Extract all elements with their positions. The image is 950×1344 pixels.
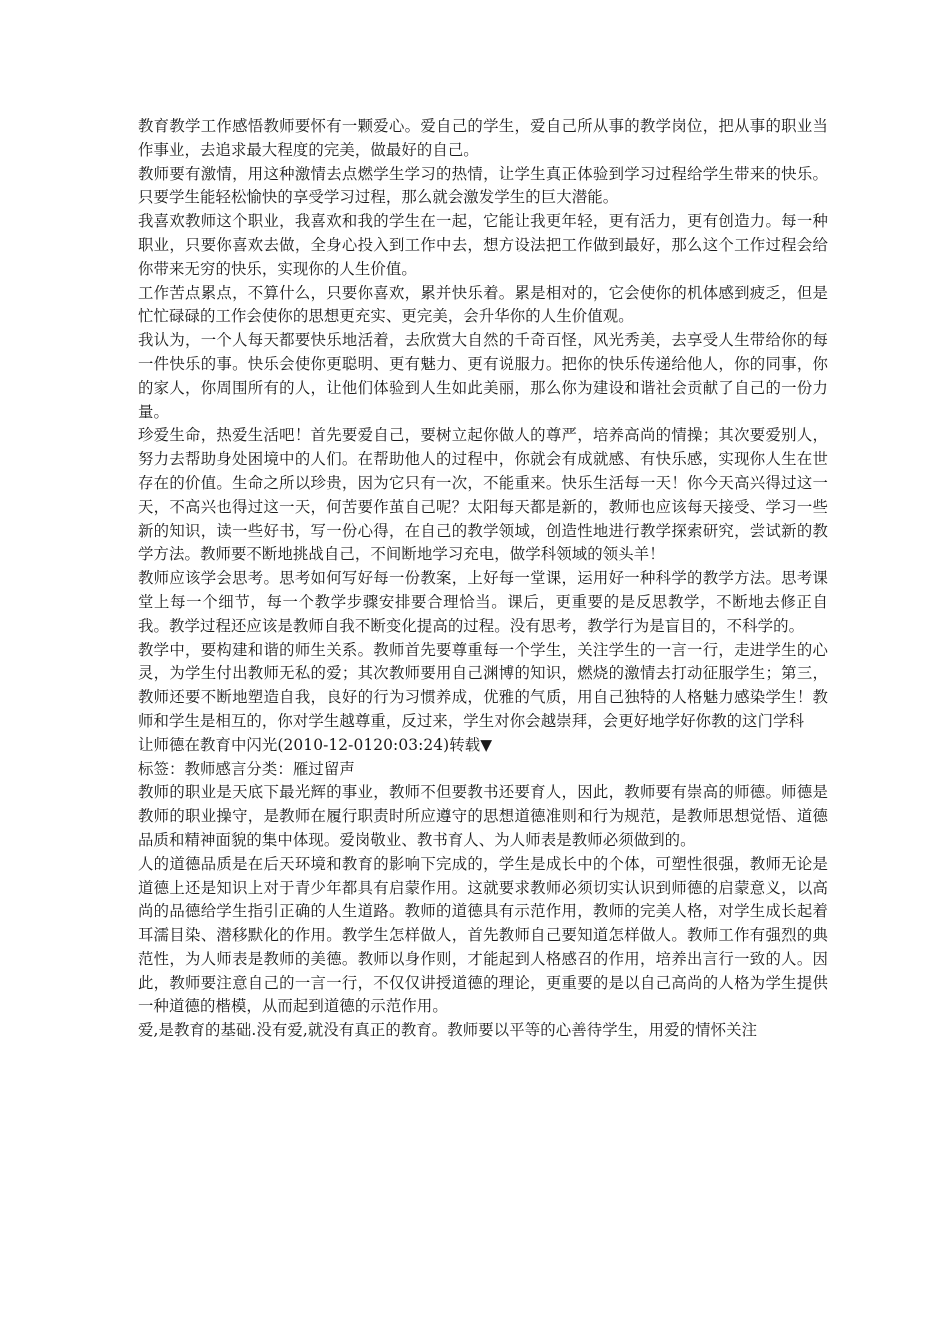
document-page	[138, 115, 828, 1043]
paragraph: 教师应该学会思考。思考如何写好每一份教案，上好每一堂课，运用好一种科学的教学方法。思考课堂上每一个细节，每一个教学步骤安排要合理恰当。课后，更重要的是反思教学，不断地去修正自我。教学过程还应该是教师自我不断变化提高的过程。没有思考，教学行为是盲目的，不科学的。	[138, 569, 828, 635]
paragraph: 教师的职业是天底下最光辉的事业，教师不但要教书还要育人，因此，教师要有崇高的师德。师德是教师的职业操守，是教师在履行职责时所应遵守的思想道德准则和行为规范，是教师思想觉悟、道德品质和精神面貌的集中体现。爱岗敬业、教书育人、为人师表是教师必须做到的。	[138, 783, 828, 849]
tags-line: 标签：教师感言分类：雁过留声	[138, 759, 355, 778]
paragraph: 我喜欢教师这个职业，我喜欢和我的学生在一起，它能让我更年轻，更有活力，更有创造力。每一种职业，只要你喜欢去做，全身心投入到工作中去，想方设法把工作做到最好，那么这个工作过程会给你带来无穷的快乐，实现你的人生价值。	[138, 212, 828, 278]
paragraph: 我认为，一个人每天都要快乐地活着，去欣赏大自然的千奇百怪，风光秀美，去享受人生带给你的每一件快乐的事。快乐会使你更聪明、更有魅力、更有说服力。把你的快乐传递给他人，你的同事，你的家人，你周围所有的人，让他们体验到人生如此美丽，那么你为建设和谐社会贡献了自己的一份力量。	[138, 331, 828, 421]
paragraph: 工作苦点累点，不算什么，只要你喜欢，累并快乐着。累是相对的，它会使你的机体感到疲乏，但是忙忙碌碌的工作会使你的思想更充实、更完美，会升华你的人生价值观。	[138, 283, 828, 326]
section-heading: 让师德在教育中闪光(2010-12-0120:03:24)转载▼	[138, 735, 493, 754]
paragraph: 教师要有激情，用这种激情去点燃学生学习的热情，让学生真正体验到学习过程给学生带来的快乐。只要学生能轻松愉快的享受学习过程，那么就会激发学生的巨大潜能。	[138, 164, 828, 207]
paragraph: 教学中，要构建和谐的师生关系。教师首先要尊重每一个学生，关注学生的一言一行，走进学生的心灵，为学生付出教师无私的爱；其次教师要用自己渊博的知识，燃烧的激情去打动征服学生；第三，教师还要不断地塑造自我，良好的行为习惯养成，优雅的气质，用自己独特的人格魅力感染学生！教师和学生是相互的，你对学生越尊重，反过来，学生对你会越崇拜，会更好地学好你教的这门学科	[138, 640, 828, 730]
paragraph: 珍爱生命，热爱生活吧！首先要爱自己，要树立起你做人的尊严，培养高尚的情操；其次要爱别人，努力去帮助身处困境中的人们。在帮助他人的过程中，你就会有成就感、有快乐感，实现你人生在世存在的价值。生命之所以珍贵，因为它只有一次，不能重来。快乐生活每一天！你今天高兴得过这一天，不高兴也得过这一天，何苦要作茧自己呢？太阳每天都是新的，教师也应该每天接受、学习一些新的知识，读一些好书，写一份心得，在自己的教学领域，创造性地进行教学探索研究，尝试新的教学方法。教师要不断地挑战自己，不间断地学习充电，做学科领域的领头羊！	[138, 426, 828, 564]
paragraph: 爱,是教育的基础.没有爱,就没有真正的教育。教师要以平等的心善待学生，用爱的情怀关注	[138, 1021, 758, 1040]
paragraph: 人的道德品质是在后天环境和教育的影响下完成的，学生是成长中的个体，可塑性很强，教师无论是道德上还是知识上对于青少年都具有启蒙作用。这就要求教师必须切实认识到师德的启蒙意义，以高尚的品德给学生指引正确的人生道路。教师的道德具有示范作用，教师的完美人格，对学生成长起着耳濡目染、潜移默化的作用。教学生怎样做人，首先教师自己要知道怎样做人。教师工作有强烈的典范性，为人师表是教师的美德。教师以身作则，才能起到人格感召的作用，培养出言行一致的人。因此，教师要注意自己的一言一行，不仅仅讲授道德的理论，更重要的是以自己高尚的人格为学生提供一种道德的楷模，从而起到道德的示范作用。	[138, 854, 828, 1016]
paragraph: 教育教学工作感悟教师要怀有一颗爱心。爱自己的学生，爱自己所从事的教学岗位，把从事的职业当作事业，去追求最大程度的完美，做最好的自己。	[138, 117, 828, 159]
